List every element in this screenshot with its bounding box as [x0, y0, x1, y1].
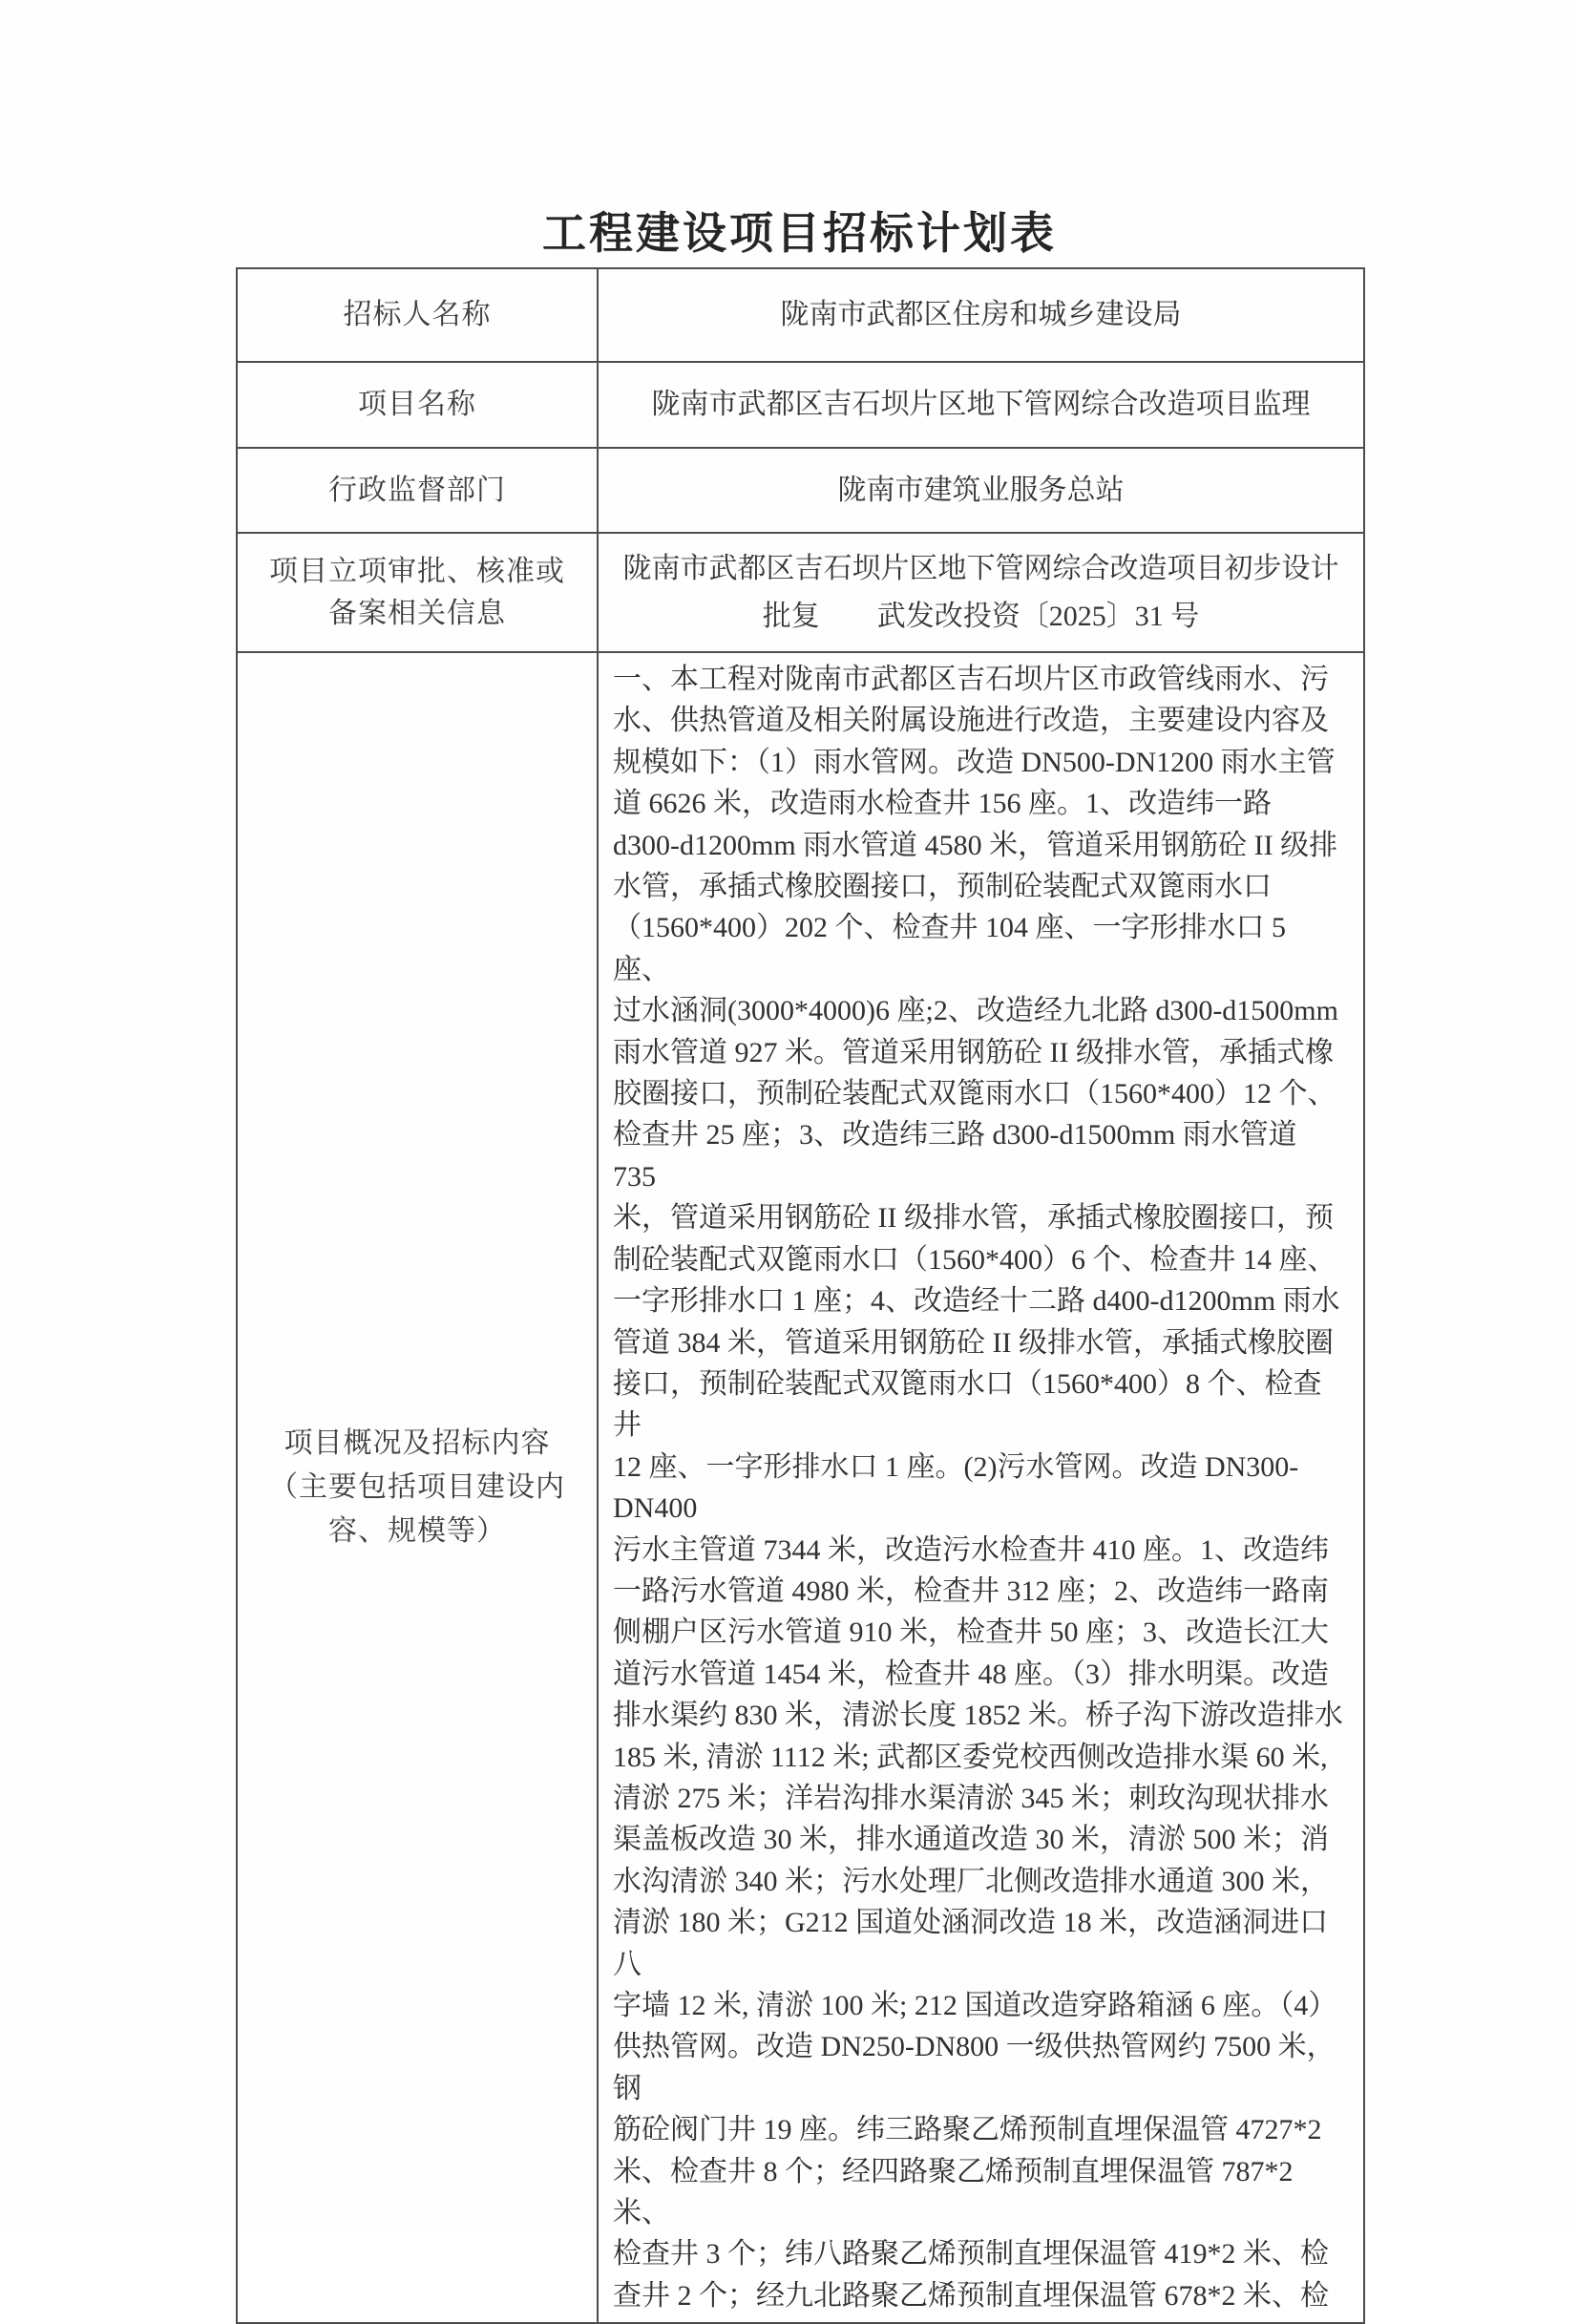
text-line: 检查井 25 座；3、改造纬三路 d300-d1500mm 雨水管道 735 — [613, 1119, 1305, 1193]
text-line: 185 米, 清淤 1112 米; 武都区委党校西侧改造排水渠 60 米, — [613, 1741, 1328, 1773]
text-line: 过水涵洞(3000*4000)6 座;2、改造经九北路 d300-d1500mm — [613, 995, 1338, 1027]
table-row-supervision-department — [237, 448, 1364, 533]
text-line: （1560*400）202 个、检查井 104 座、一字形排水口 5 座、 — [613, 912, 1294, 985]
text-line: 一字形排水口 1 座；4、改造经十二路 d400-d1200mm 雨水 — [613, 1285, 1340, 1318]
text-line: 陇南市武都区吉石坝片区地下管网综合改造项目初步设计 — [622, 552, 1339, 584]
bidding-plan-table — [236, 267, 1365, 2324]
text-line: 查井 2 个；经九北路聚乙烯预制直埋保温管 678*2 米、检 — [613, 2279, 1329, 2312]
table-row-bidder-name — [237, 268, 1364, 362]
project-name-label: 项目名称 — [358, 389, 476, 420]
supervision-department-value: 陇南市建筑业服务总站 — [837, 474, 1125, 506]
text-line: 胶圈接口，预制砼装配式双篦雨水口（1560*400）12 个、 — [613, 1078, 1336, 1110]
text-line: 米，管道采用钢筋砼 II 级排水管，承插式橡胶圈接口，预 — [613, 1202, 1334, 1235]
document-title: 工程建设项目招标计划表 — [542, 209, 1057, 258]
approval-info-label: 项目立项审批、核准或备案相关信息 — [269, 555, 565, 629]
text-line: 清淤 180 米；G212 国道处涵洞改造 18 米，改造涵洞进口八 — [613, 1907, 1329, 1980]
text-line: 检查井 3 个；纬八路聚乙烯预制直埋保温管 419*2 米、检 — [613, 2238, 1329, 2271]
text-line: 雨水管道 927 米。管道采用钢筋砼 II 级排水管，承插式橡 — [613, 1036, 1334, 1068]
text-line: 水管，承插式橡胶圈接口，预制砼装配式双篦雨水口 — [613, 871, 1272, 903]
text-line: 制砼装配式双篦雨水口（1560*400）6 个、检查井 14 座、 — [613, 1243, 1336, 1276]
table-row-project-name — [237, 362, 1364, 448]
supervision-department-label: 行政监督部门 — [328, 474, 506, 506]
text-line: 水、供热管道及相关附属设施进行改造，主要建设内容及 — [613, 705, 1329, 737]
text-line: 道 6626 米，改造雨水检查井 156 座。1、改造纬一路 — [613, 788, 1272, 820]
text-line: 米、检查井 8 个；经四路聚乙烯预制直埋保温管 787*2 米、 — [613, 2155, 1300, 2229]
project-name-value: 陇南市武都区吉石坝片区地下管网综合改造项目监理 — [651, 389, 1311, 420]
table-row-project-overview — [237, 652, 1364, 2323]
approval-info-value — [599, 541, 1363, 644]
text-line: 接口，预制砼装配式双篦雨水口（1560*400）8 个、检查井 — [613, 1367, 1322, 1442]
text-line: 管道 384 米，管道采用钢筋砼 II 级排水管，承插式橡胶圈 — [613, 1326, 1334, 1359]
text-line: 字墙 12 米, 清淤 100 米; 212 国道改造穿路箱涵 6 座。（4） — [613, 1990, 1337, 2021]
project-overview-label: 项目概况及招标内容（主要包括项目建设内容、规模等） — [269, 1427, 565, 1548]
text-line: 渠盖板改造 30 米，排水通道改造 30 米，清淤 500 米；消 — [613, 1824, 1329, 1856]
text-line: 一路污水管道 4980 米，检查井 312 座；2、改造纬一路南 — [613, 1574, 1329, 1607]
text-line: 一、本工程对陇南市武都区吉石坝片区市政管线雨水、污 — [613, 664, 1329, 695]
text-line: 规模如下：（1）雨水管网。改造 DN500-DN1200 雨水主管 — [613, 746, 1336, 778]
text-line: 供热管网。改造 DN250-DN800 一级供热管网约 7500 米，钢 — [613, 2031, 1336, 2104]
project-overview-value — [599, 653, 1363, 2322]
text-line: 污水主管道 7344 米，改造污水检查井 410 座。1、改造纬 — [613, 1533, 1329, 1566]
text-line: 道污水管道 1454 米，检查井 48 座。（3）排水明渠。改造 — [613, 1658, 1329, 1690]
text-line: 水沟清淤 340 米；污水处理厂北侧改造排水通道 300 米， — [613, 1865, 1329, 1897]
text-line: 批复 武发改投资〔2025〕31 号 — [762, 600, 1200, 632]
table-row-approval-info — [237, 533, 1364, 652]
text-line: d300-d1200mm 雨水管道 4580 米，管道采用钢筋砼 II 级排 — [613, 829, 1338, 861]
bidder-name-value: 陇南市武都区住房和城乡建设局 — [780, 299, 1182, 330]
text-line: 清淤 275 米；洋岩沟排水渠清淤 345 米；刺玫沟现状排水 — [613, 1782, 1329, 1814]
bidder-name-label: 招标人名称 — [343, 299, 492, 330]
text-line: 侧棚户区污水管道 910 米，检查井 50 座；3、改造长江大 — [613, 1616, 1329, 1649]
text-line: 12 座、一字形排水口 1 座。(2)污水管网。改造 DN300-DN400 — [613, 1450, 1299, 1525]
text-line: 排水渠约 830 米，清淤长度 1852 米。桥子沟下游改造排水 — [613, 1700, 1343, 1732]
text-line: 筋砼阀门井 19 座。纬三路聚乙烯预制直埋保温管 4727*2 — [613, 2114, 1322, 2146]
